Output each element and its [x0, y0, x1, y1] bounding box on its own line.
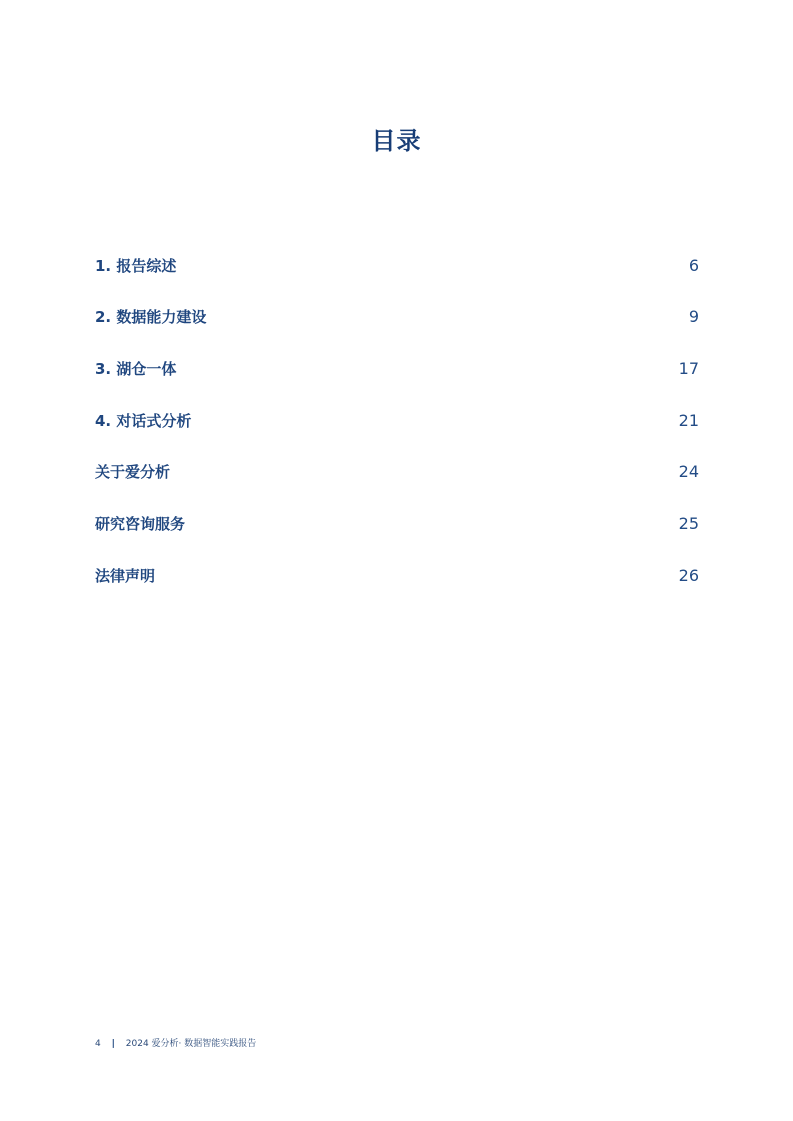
toc-entry-page-number: 6 [688, 255, 699, 275]
toc-entry-page-number: 25 [678, 513, 699, 533]
table-of-contents [95, 251, 699, 613]
footer-separator: | [111, 1039, 115, 1049]
toc-entry-legal-statement[interactable] [95, 561, 699, 589]
toc-entry-conversational-analytics[interactable] [95, 406, 699, 434]
toc-entry-label: 研究咨询服务 [95, 514, 186, 533]
toc-entry-page-number: 26 [678, 565, 699, 585]
toc-entry-label: 1. 报告综述 [95, 256, 177, 275]
toc-entry-label: 2. 数据能力建设 [95, 308, 207, 327]
toc-entry-page-number: 21 [678, 410, 699, 430]
page-title: 目录 [371, 127, 422, 155]
toc-entry-page-number: 17 [678, 358, 699, 378]
toc-entry-research-services[interactable] [95, 509, 699, 537]
toc-entry-label: 3. 湖仓一体 [95, 359, 177, 378]
footer-report-title: 2024 爱分析· 数据智能实践报告 [125, 1039, 257, 1049]
page-footer [95, 1036, 256, 1049]
toc-entry-page-number: 9 [688, 307, 699, 327]
toc-entry-about[interactable] [95, 458, 699, 486]
footer-page-number: 4 [95, 1039, 101, 1049]
toc-entry-label: 4. 对话式分析 [95, 411, 192, 430]
toc-entry-report-overview[interactable] [95, 251, 699, 279]
toc-entry-data-capability[interactable] [95, 303, 699, 331]
toc-entry-label: 法律声明 [95, 566, 156, 585]
toc-entry-page-number: 24 [678, 462, 699, 482]
toc-entry-label: 关于爱分析 [95, 463, 171, 482]
toc-entry-lakehouse[interactable] [95, 354, 699, 382]
